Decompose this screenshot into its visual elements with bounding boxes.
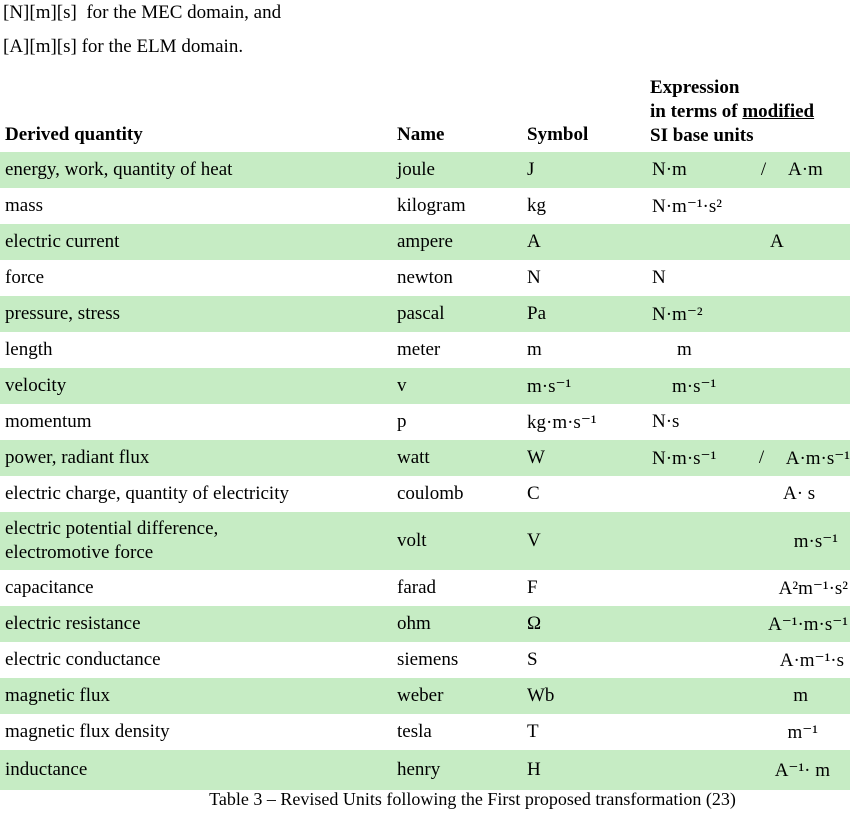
- table-row-length: [0, 332, 850, 368]
- cell-expression: [650, 447, 850, 470]
- table-row-velocity: [0, 368, 850, 404]
- cell-expression: N·m⁻¹·s²: [652, 195, 722, 217]
- cell-symbol: Ω: [527, 613, 542, 634]
- cell-quantity: momentum: [5, 411, 92, 432]
- header-expression: [650, 76, 850, 152]
- table-row-power: [0, 440, 850, 476]
- cell-expression: m·s⁻¹: [672, 375, 717, 397]
- table-row-momentum: [0, 404, 850, 440]
- cell-expression: m·s⁻¹: [793, 530, 838, 552]
- cell-name: tesla: [397, 721, 432, 742]
- cell-expression: N·s: [652, 411, 680, 432]
- header-expression-line1: Expression: [650, 77, 740, 98]
- table-row-electric-conductance: [0, 642, 850, 678]
- quantity-line1: electric potential difference,: [5, 518, 219, 539]
- cell-expression: A·m⁻¹·s: [779, 649, 844, 671]
- table-row-inductance: [0, 750, 850, 790]
- table-row-electric-resistance: [0, 606, 850, 642]
- cell-expression: A⁻¹· m: [774, 759, 830, 781]
- header-expression-modified: modified: [742, 101, 815, 122]
- cell-expression: N·m⁻²: [652, 303, 703, 325]
- table-caption: Table 3 – Revised Units following the First proposed transformation (23): [209, 789, 736, 809]
- table-row-mass: [0, 188, 850, 224]
- cell-quantity: electric resistance: [5, 613, 141, 634]
- intro-text-mec: [N][m][s] for the MEC domain, and: [3, 2, 282, 23]
- cell-quantity: electric charge, quantity of electricity: [5, 483, 289, 504]
- cell-name: kilogram: [397, 195, 466, 216]
- header-derived-quantity: Derived quantity: [5, 124, 143, 145]
- expression-mec: N·m: [652, 159, 687, 180]
- cell-quantity: electric current: [5, 231, 120, 252]
- header-name: Name: [397, 124, 445, 145]
- cell-expression: A: [770, 231, 784, 252]
- quantity-line2: electromotive force: [5, 542, 154, 563]
- cell-expression: m⁻¹: [787, 721, 818, 743]
- table-row-electric-charge: [0, 476, 850, 512]
- table-row-electric-potential: [0, 512, 850, 570]
- table-row-electric-current: [0, 224, 850, 260]
- header-expression-line2-prefix: in terms of: [650, 101, 743, 122]
- table-row-energy: [0, 152, 850, 188]
- cell-quantity: magnetic flux: [5, 685, 110, 706]
- cell-expression: A⁻¹·m·s⁻¹: [768, 613, 848, 635]
- units-table: [0, 75, 850, 790]
- cell-quantity: inductance: [5, 759, 88, 780]
- cell-quantity: pressure, stress: [5, 303, 121, 324]
- table-row-magnetic-flux: [0, 678, 850, 714]
- cell-symbol: J: [527, 159, 535, 180]
- table-header-row: [0, 75, 850, 152]
- expression-slash: /: [760, 159, 767, 180]
- cell-name: pascal: [397, 303, 445, 324]
- cell-name: weber: [397, 685, 444, 706]
- cell-quantity: magnetic flux density: [5, 721, 170, 742]
- cell-name: ohm: [397, 613, 431, 634]
- cell-expression: m: [793, 685, 808, 706]
- cell-expression: N: [652, 267, 666, 288]
- expression-elm: A·m: [788, 159, 823, 180]
- cell-symbol: N: [527, 267, 541, 288]
- cell-symbol: C: [527, 483, 540, 504]
- cell-symbol: kg·m·s⁻¹: [527, 411, 597, 433]
- cell-symbol: A: [527, 231, 541, 252]
- cell-quantity: length: [5, 339, 53, 360]
- cell-expression: [650, 159, 850, 181]
- cell-quantity: [0, 517, 397, 565]
- cell-quantity: energy, work, quantity of heat: [5, 159, 233, 180]
- cell-symbol: Pa: [527, 303, 546, 324]
- expression-mec: N·m·s⁻¹: [652, 447, 717, 469]
- table-row-capacitance: [0, 570, 850, 606]
- cell-expression: A· s: [783, 483, 816, 504]
- cell-name: newton: [397, 267, 453, 288]
- intro-text-elm: [A][m][s] for the ELM domain.: [3, 36, 244, 57]
- cell-name: p: [397, 411, 407, 432]
- cell-symbol: m: [527, 339, 542, 360]
- cell-expression: m: [677, 339, 692, 360]
- cell-name: joule: [397, 159, 435, 180]
- cell-symbol: H: [527, 759, 541, 780]
- cell-name: farad: [397, 577, 437, 598]
- expression-elm: A·m·s⁻¹: [785, 447, 850, 469]
- cell-symbol: S: [527, 649, 538, 670]
- cell-symbol: m·s⁻¹: [527, 375, 572, 397]
- table-row-pressure: [0, 296, 850, 332]
- table-row-force: [0, 260, 850, 296]
- cell-symbol: Wb: [527, 685, 555, 706]
- cell-name: coulomb: [397, 483, 464, 504]
- header-expression-line2: [650, 100, 850, 124]
- header-symbol: Symbol: [527, 124, 589, 145]
- cell-symbol: V: [527, 530, 541, 551]
- cell-symbol: W: [527, 447, 545, 468]
- cell-name: watt: [397, 447, 430, 468]
- cell-quantity: force: [5, 267, 45, 288]
- cell-name: v: [397, 375, 407, 396]
- cell-symbol: F: [527, 577, 538, 598]
- cell-symbol: kg: [527, 195, 546, 216]
- cell-name: meter: [397, 339, 441, 360]
- cell-expression: A²m⁻¹·s²: [778, 577, 848, 599]
- cell-quantity: velocity: [5, 375, 67, 396]
- cell-name: henry: [397, 759, 441, 780]
- cell-name: volt: [397, 530, 427, 551]
- expression-slash: /: [758, 447, 765, 468]
- cell-name: ampere: [397, 231, 453, 252]
- cell-quantity: mass: [5, 195, 43, 216]
- cell-quantity: power, radiant flux: [5, 447, 150, 468]
- header-expression-line3: SI base units: [650, 125, 754, 146]
- table-row-magnetic-flux-density: [0, 714, 850, 750]
- cell-name: siemens: [397, 649, 459, 670]
- cell-quantity: capacitance: [5, 577, 94, 598]
- cell-symbol: T: [527, 721, 539, 742]
- cell-quantity: electric conductance: [5, 649, 161, 670]
